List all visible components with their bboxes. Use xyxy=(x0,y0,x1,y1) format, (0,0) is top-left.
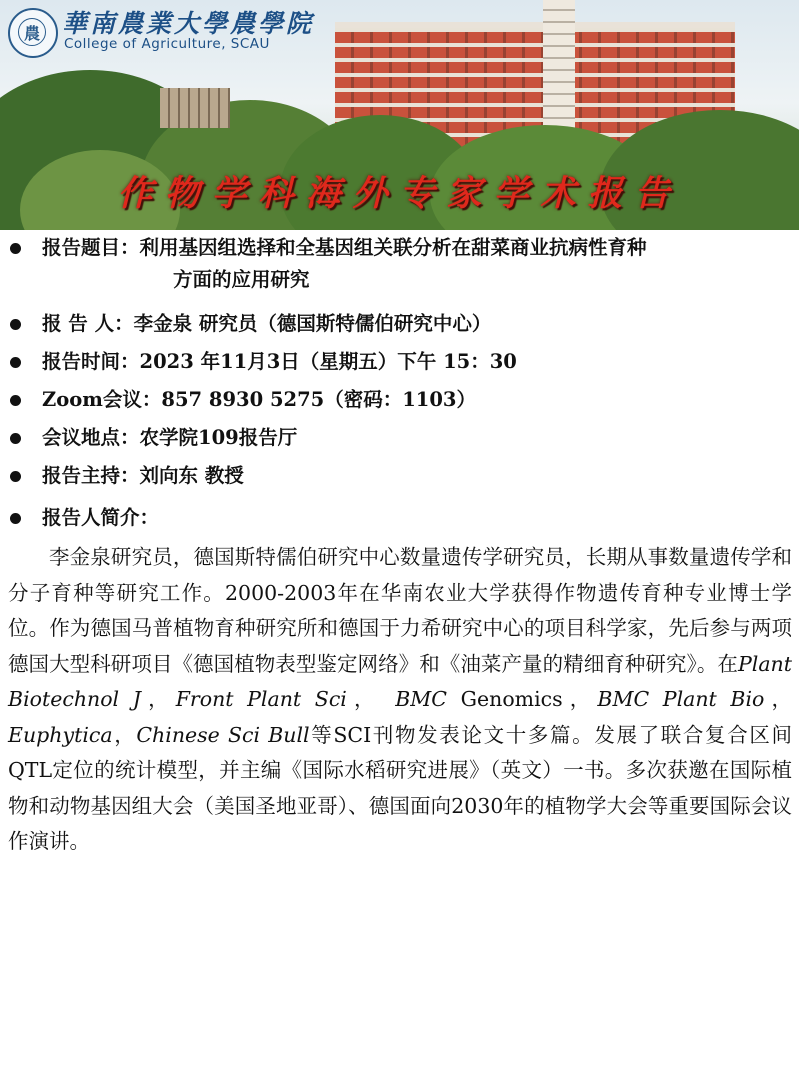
topic-continuation: 方面的应用研究 xyxy=(173,268,310,291)
bullet-icon xyxy=(10,513,21,524)
bio-heading: 报告人简介： xyxy=(42,506,160,529)
journal-bmc: BMC xyxy=(395,687,447,711)
university-name-en: College of Agriculture, SCAU xyxy=(64,36,270,52)
bullet-icon xyxy=(10,471,21,482)
speaker-bio xyxy=(8,540,792,860)
bullet-icon xyxy=(10,433,21,444)
time-value: 2023 年11月3日（星期五）下午 15：30 xyxy=(139,350,517,373)
journal-plant-biotechnol: Plant Biotechnol J xyxy=(8,651,792,711)
journal-front-plant-sci: Front Plant Sci xyxy=(175,687,347,711)
zoom-line xyxy=(42,384,476,416)
header-banner xyxy=(0,0,799,230)
logo-glyph: 農 xyxy=(23,23,40,43)
building-left xyxy=(160,88,230,128)
zoom-value: 857 8930 5275（密码：1103） xyxy=(161,388,476,411)
separator: ， xyxy=(562,687,598,711)
time-line xyxy=(42,346,517,378)
university-logo xyxy=(8,8,58,58)
time-label: 报告时间： xyxy=(42,350,140,373)
bullet-icon xyxy=(10,357,21,368)
bio-text-part1: 李金泉研究员，德国斯特儒伯研究中心数量遗传学研究员，长期从事数量遗传学和分子育种等研究工作。2000-2003年在华南农业大学获得作物遗传育种专业博士学位。作为德国马普植物育种研究所和德国于力希研究中心的项目科学家，先后参与两项德国大型科研项目《德国植物表型鉴定网络》和《油菜产量的精细育种研究》。在 xyxy=(8,545,792,676)
bullet-icon xyxy=(10,243,21,254)
bio-text-part2: 等SCI刊物发表论文十多篇。发展了联合复合区间QTL定位的统计模型，并主编《国际水稻研究进展》（英文）一书。多次获邀在国际植物和动物基因组大会（美国圣地亚哥）、德国面向2030年的植物学大会等重要国际会议作演讲。 xyxy=(8,722,792,853)
speaker-value: 李金泉 研究员（德国斯特儒伯研究中心） xyxy=(133,312,492,335)
venue-label: 会议地点： xyxy=(42,426,140,449)
speaker-line xyxy=(42,308,491,340)
host-value: 刘向东 教授 xyxy=(139,464,244,487)
bullet-icon xyxy=(10,319,21,330)
separator: ， xyxy=(112,722,137,747)
host-label: 报告主持： xyxy=(42,464,140,487)
logo-ring xyxy=(18,18,46,46)
separator: ， xyxy=(346,687,396,711)
banner-title: 作物学科海外专家学术报告 xyxy=(117,173,682,214)
journal-euphytica: Euphytica xyxy=(8,722,113,747)
journal-genomics: Genomics xyxy=(446,687,563,711)
speaker-label: 报 告 人： xyxy=(42,312,134,335)
venue-line xyxy=(42,422,297,454)
journal-bmc-plant-bio: BMC Plant Bio xyxy=(597,687,765,711)
venue-value: 农学院109报告厅 xyxy=(139,426,298,449)
bullet-icon xyxy=(10,395,21,406)
journal-chinese-sci-bull: Chinese Sci Bull xyxy=(136,722,310,747)
separator: ， xyxy=(140,687,176,711)
topic-line xyxy=(42,232,647,264)
zoom-label: Zoom会议： xyxy=(42,388,162,411)
topic-value: 利用基因组选择和全基因组关联分析在甜菜商业抗病性育种 xyxy=(139,236,647,259)
university-name-cn: 華南農業大學農學院 xyxy=(62,9,315,38)
host-line xyxy=(42,460,244,492)
topic-label: 报告题目： xyxy=(42,236,140,259)
separator: ， xyxy=(764,687,793,711)
